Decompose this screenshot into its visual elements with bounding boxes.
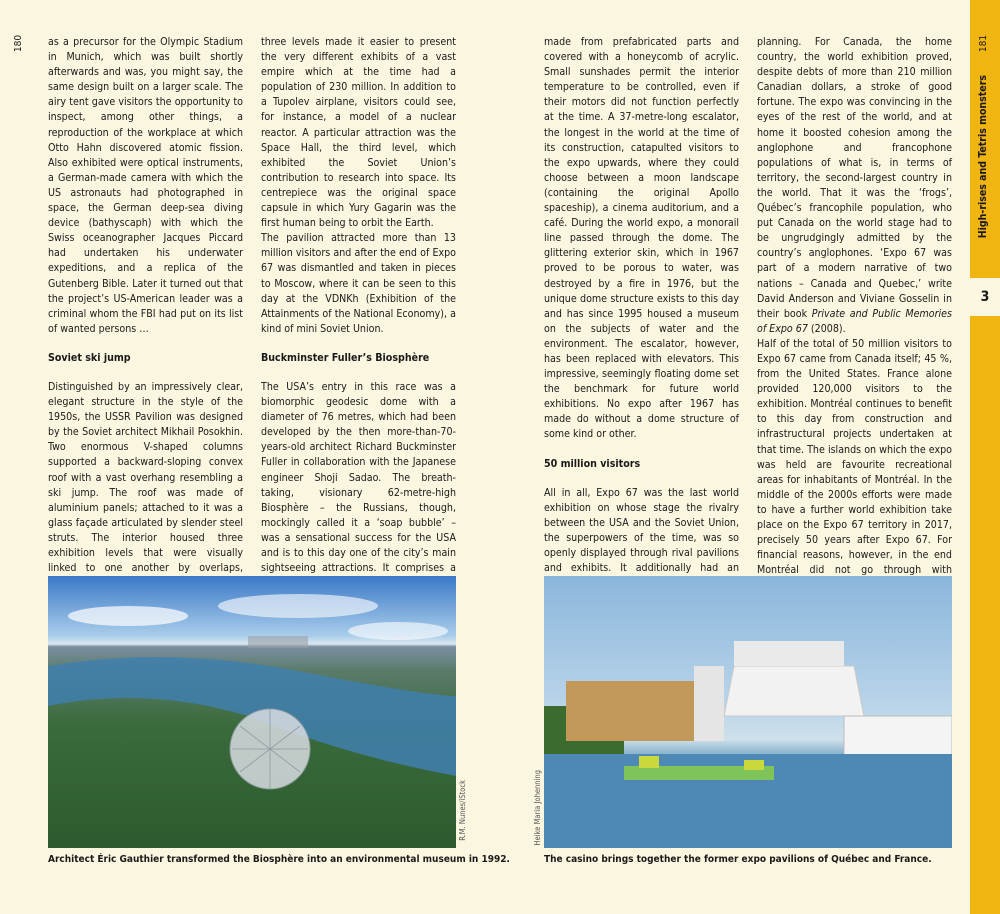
paragraph: The USA’s entry in this race was a biomorphic geodesic dome with a diameter of 76 metres, which had been developed by the then more-than-70-years-old architect Richard Buckminster Fuller in collaboration with the Japanese engineer Shoji Sadao. The breath-taking, visionary 62-metre-high Biosphère – the Russians, though, mockingly called it a ‘soap bubble’ – was a sensational success for the USA and is to this day one of the city’s main sightseeing attractions. It comprises a <box>261 380 456 575</box>
text-span: planning. For Canada, the home country, the world exhibition proved, despite debts of more than 210 million Canadian dollars, a stroke of good fortune. The expo was convincing in the eyes of the rest of the world, and at home it boosted cohesion among the anglophone and francophone populations of what is, in terms of territory, the second-largest country in the world. That it was the ‘frogs’, Québec’s francophile population, who put Canada on the world stage had to be ungrudgingly admitted by the country’s anglophones. ‘Expo 67 was part of a modern narrative of two nations – Canada and Quebec,’ write David Anderson and Viviane Gosselin in their book <box>757 36 952 320</box>
casino-illustration <box>544 576 952 848</box>
text-column-2 <box>261 35 456 591</box>
text-span: (2008). <box>807 322 846 335</box>
paragraph <box>757 35 952 337</box>
page-number-right: 181 <box>978 34 990 53</box>
text-column-4 <box>757 35 952 593</box>
biosphere-photo <box>48 576 456 848</box>
paragraph: Distinguished by an impressively clear, elegant structure in the style of the 1950s, the USSR Pavilion was designed by the Soviet architect Mikhail Posokhin. Two enormous V-shaped columns supported a backward-sloping convex roof with a vast overhang resembling a ski jump. The roof was made of aluminium panels; attached to it was a glass façade articulated by slender steel struts. The interior housed three exhibition levels that were visually linked to one another by overlaps, <box>48 380 243 575</box>
caption-right: The casino brings together the former expo pavilions of Québec and France. <box>544 854 932 865</box>
paragraph: three levels made it easier to present the very different exhibits of a vast empire which at the time had a population of 230 million. In addition to a Tupolev airplane, visitors could see, for instance, a model of a nuclear reactor. A particular attraction was the Space Hall, the third level, which exhibited the Soviet Union’s contribution to research into space. Its centrepiece was the original space capsule in which Yury Gagarin was the first human being to orbit the Earth. <box>261 36 456 230</box>
section-heading: 50 million visitors <box>544 457 641 470</box>
section-heading: Soviet ski jump <box>48 351 131 364</box>
caption-left: Architect Éric Gauthier transformed the Biosphère into an environmental museum in 1992. <box>48 854 510 865</box>
biosphere-illustration <box>48 576 456 848</box>
chapter-title: High-rises and Tetris monsters <box>977 75 989 239</box>
book-title: Private and Public Memories of Expo 67 <box>757 307 952 335</box>
chapter-number: 3 <box>970 278 1000 316</box>
paragraph: Half of the total of 50 million visitors to Expo 67 came from Canada itself; 45 %, from the United States. France alone provided 120,000 visitors to the exhibition. Montréal continues to benefit to this day from construction and infrastructural projects undertaken at that time. The islands on which the expo was held are favourite recreational areas for inhabitants of Montréal. In the middle of the 2000s efforts were made to have a further world exhibition take place on the Expo 67 territory in 2017, precisely 50 years after Expo 67. For financial reasons, however, in the end Montréal did not go through with <box>757 337 952 577</box>
paragraph: The pavilion attracted more than 13 million visitors and after the end of Expo 67 was dismantled and taken in pieces to Moscow, where it can be seen to this day at the VDNKh (Exhibition of the Attainments of the National Economy), a kind of mini Soviet Union. <box>261 232 456 335</box>
casino-photo <box>544 576 952 848</box>
section-heading: Buckminster Fuller’s Biosphère <box>261 351 430 364</box>
text-column-1 <box>48 35 243 591</box>
chapter-tab <box>970 0 1000 914</box>
paragraph: All in all, Expo 67 was the last world exhibition on whose stage the rivalry between the USA and the Soviet Union, the superpowers of the time, was so openly displayed through rival pavilions and exhibits. It additionally had an <box>544 486 739 575</box>
text-column-3 <box>544 35 739 606</box>
photo-credit-right: Heike Maria Johenning <box>533 770 542 846</box>
paragraph: made from prefabricated parts and covered with a honeycomb of acrylic. Small sunshades permit the interior temperature to be controlled, even if their motors did not function perfectly at the time. A 37-metre-long escalator, the longest in the world at the time of its construction, catapulted visitors to the expo upwards, where they could choose between a moon landscape (containing the original Apollo spaceship), a cinema auditorium, and a café. During the world expo, a monorail line passed through the dome. The glittering exterior skin, which in 1967 proved to be porous to water, was destroyed by a fire in 1976, but the unique dome structure exists to this day and has since 1995 housed a museum on the subjects of water and the environment. The escalator, however, has been replaced with elevators. This impressive, seemingly floating dome set the benchmark for future world exhibitions. No expo after 1967 has made do without a dome structure of some kind or other. <box>544 36 739 441</box>
photo-credit-left: R.M. Nunes/iStock <box>458 780 467 841</box>
page-number-left: 180 <box>13 34 25 53</box>
paragraph: as a precursor for the Olympic Stadium in Munich, which was built shortly afterwards and was, you might say, the same design built on a larger scale. The airy tent gave visitors the opportunity to inspect, among other things, a reproduction of the workplace at which Otto Hahn discovered atomic fission. Also exhibited were optical instruments, a German-made camera with which the US astronauts had photographed in space, the German deep-sea diving device (bathyscaph) with which the Swiss oceanographer Jacques Piccard had undertaken his underwater expeditions, and a replica of the Gutenberg Bible. Later it turned out that the project’s US-American leader was a criminal whom the FBI had put on its list of wanted persons … <box>48 36 243 335</box>
